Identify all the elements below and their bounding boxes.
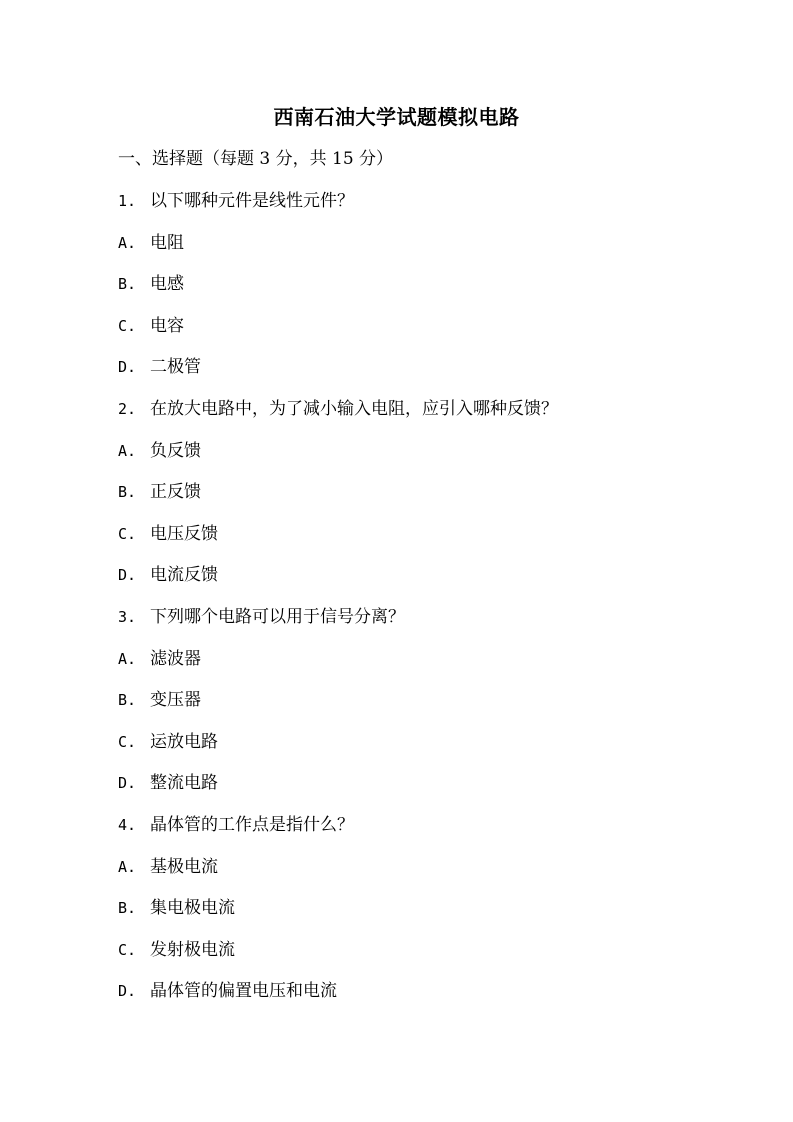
- option-letter: C.: [118, 524, 137, 543]
- option-4a: [118, 855, 718, 897]
- option-letter: A.: [118, 649, 137, 668]
- question-text: 晶体管的工作点是指什么？: [150, 814, 354, 835]
- option-3a: [118, 647, 718, 689]
- option-text: 整流电路: [150, 773, 218, 794]
- option-4d: [118, 979, 718, 1021]
- option-3d: [118, 771, 718, 813]
- option-letter: D.: [118, 566, 137, 585]
- question-2: [118, 397, 718, 439]
- option-1d: [118, 355, 718, 397]
- question-list: [118, 189, 718, 1021]
- option-letter: A.: [118, 441, 137, 460]
- option-text: 滤波器: [150, 648, 201, 669]
- question-text: 下列哪个电路可以用于信号分离？: [150, 606, 405, 627]
- question-text: 在放大电路中，为了减小输入电阻，应引入哪种反馈？: [150, 398, 558, 419]
- option-letter: C.: [118, 940, 137, 959]
- option-letter: D.: [118, 982, 137, 1001]
- option-2b: [118, 480, 718, 522]
- option-3b: [118, 688, 718, 730]
- option-letter: B.: [118, 483, 137, 502]
- option-letter: D.: [118, 358, 137, 377]
- option-text: 二极管: [150, 357, 201, 378]
- section-heading: 一、选择题（每题 3 分，共 15 分）: [118, 149, 394, 169]
- option-letter: B.: [118, 899, 137, 918]
- option-1c: [118, 314, 718, 356]
- option-text: 晶体管的偏置电压和电流: [150, 981, 337, 1002]
- option-text: 变压器: [150, 690, 201, 711]
- option-letter: B.: [118, 691, 137, 710]
- option-letter: C.: [118, 316, 137, 335]
- option-text: 电压反馈: [150, 523, 218, 544]
- option-text: 集电极电流: [150, 898, 235, 919]
- option-letter: A.: [118, 233, 137, 252]
- option-text: 发射极电流: [150, 939, 235, 960]
- option-1b: [118, 272, 718, 314]
- question-text: 以下哪种元件是线性元件？: [150, 191, 354, 211]
- option-text: 电容: [150, 315, 184, 336]
- option-4b: [118, 896, 718, 938]
- option-text: 电感: [150, 274, 184, 295]
- option-letter: C.: [118, 732, 137, 751]
- option-text: 正反馈: [150, 482, 201, 503]
- option-text: 负反馈: [150, 440, 201, 461]
- option-2d: [118, 563, 718, 605]
- question-number: 1.: [118, 192, 137, 210]
- option-1a: [118, 231, 718, 273]
- option-letter: A.: [118, 857, 137, 876]
- question-3: [118, 605, 718, 647]
- option-2c: [118, 522, 718, 564]
- option-4c: [118, 938, 718, 980]
- question-number: 4.: [118, 815, 137, 834]
- question-number: 3.: [118, 607, 137, 626]
- question-4: [118, 813, 718, 855]
- option-text: 电阻: [150, 232, 184, 253]
- question-1: [118, 189, 718, 231]
- option-text: 运放电路: [150, 731, 218, 752]
- option-letter: B.: [118, 275, 137, 294]
- question-number: 2.: [118, 399, 137, 418]
- option-3c: [118, 730, 718, 772]
- page-title: 西南石油大学试题模拟电路: [273, 105, 520, 129]
- option-text: 基极电流: [150, 856, 218, 877]
- option-text: 电流反馈: [150, 565, 218, 586]
- option-2a: [118, 439, 718, 481]
- option-letter: D.: [118, 774, 137, 793]
